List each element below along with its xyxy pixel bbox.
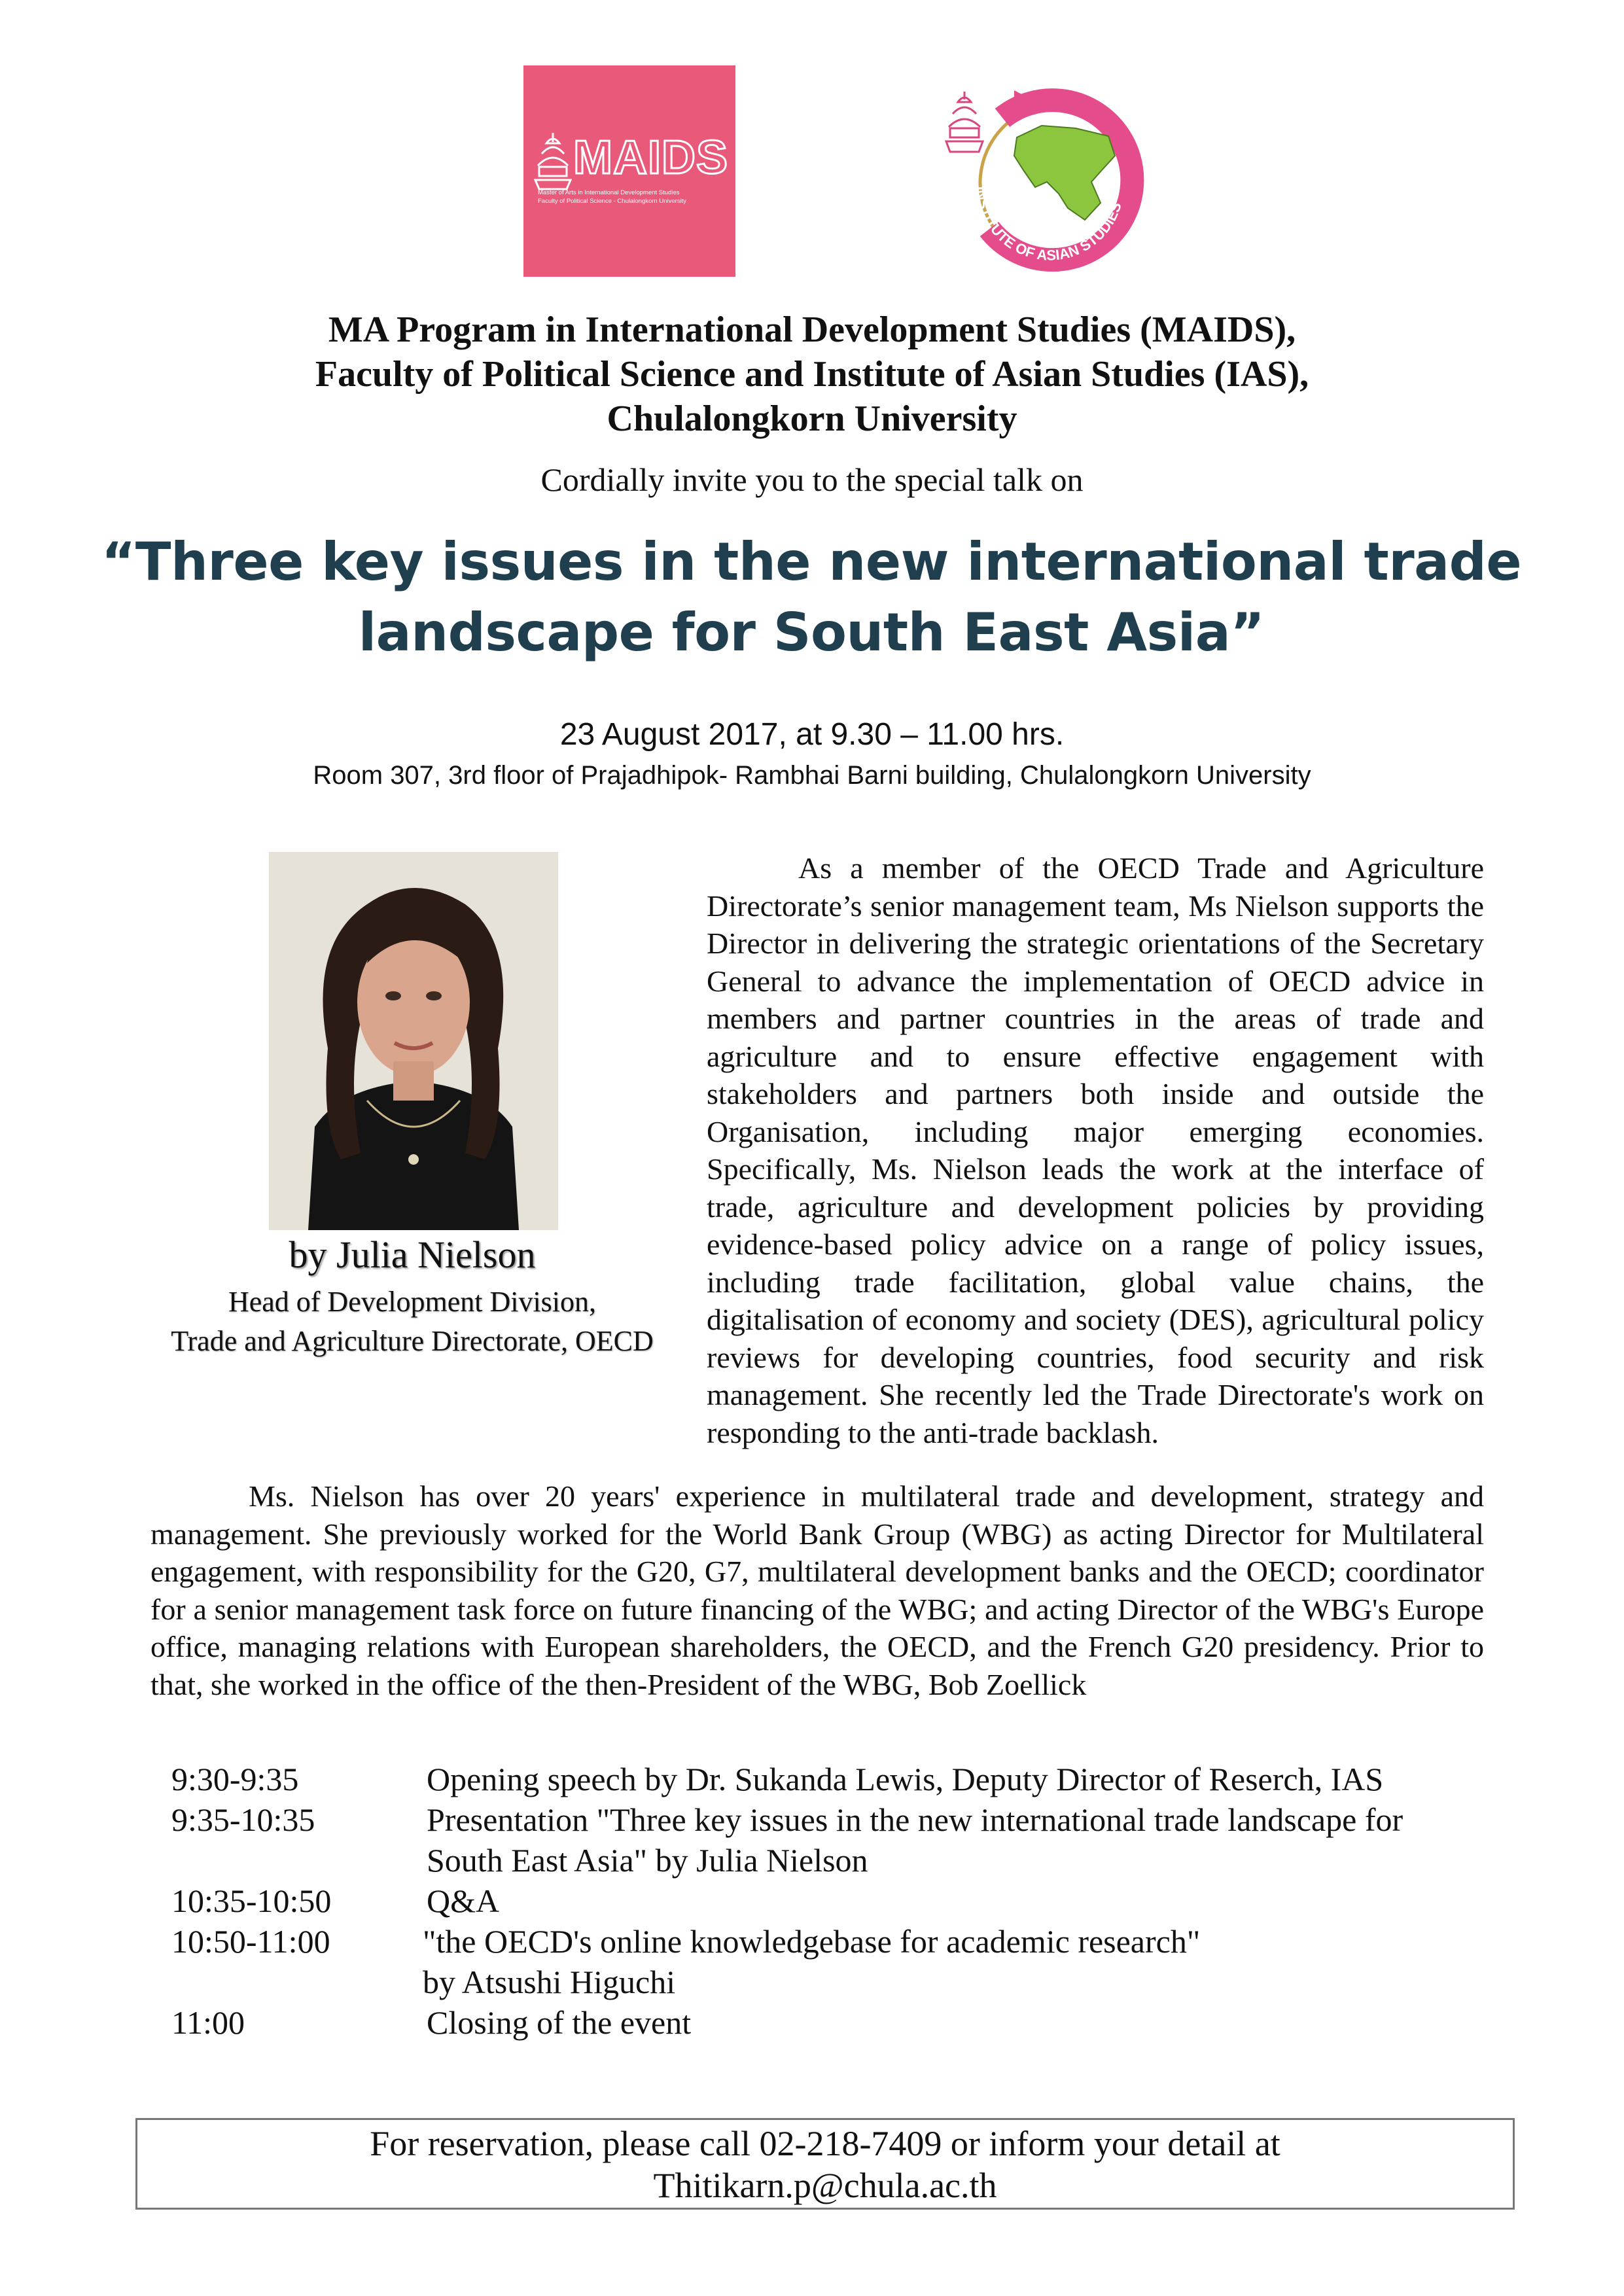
speaker-bio-paragraph-1: As a member of the OECD Trade and Agriculture Directorate’s senior management team, Ms Nielson supports the Director in delivering the strategic orientations of the Secretary General to advance the implementation of OECD advice in members and partner countries in the areas of trade and agriculture and to ensure effective engagement with stakeholders and partners both inside and outside the Organisation, including major emerging economies. Specifically, Ms. Nielson leads the work at the interface of trade, agriculture and development policies by providing evidence-based policy advice on a range of policy issues, including trade facilitation, global value chains, the digitalisation of economy and society (DES), agricultural policy reviews for developing countries, food security and risk management. She recently led the Trade Directorate's work on responding to the anti-trade backlash. <box>707 851 1484 1449</box>
maids-fine-print: Master of Arts in International Development Studies Faculty of Political Science - Chulalongkorn University <box>538 189 687 205</box>
schedule-description: Q&A <box>427 1882 500 1919</box>
schedule-description: "the OECD's online knowledgebase for academic research" by Atsushi Higuchi <box>423 1923 1201 2000</box>
speaker-name: by Julia Nielson <box>289 1233 536 1276</box>
schedule-description: Opening speech by Dr. Sukanda Lewis, Deputy Director of Reserch, IAS <box>427 1761 1384 1797</box>
ias-logo <box>937 65 1159 281</box>
ias-ring-text: INSTITUTE OF ASIAN STUDIES <box>972 186 1125 264</box>
event-schedule <box>171 1759 1519 2043</box>
speaker-photo <box>269 852 558 1230</box>
speaker-role <box>98 1282 726 1361</box>
schedule-row <box>171 1921 1519 2002</box>
schedule-time: 10:50-11:00 <box>171 1923 330 1960</box>
talk-title <box>98 527 1525 668</box>
schedule-row <box>171 1799 1519 1881</box>
schedule-description: Closing of the event <box>427 2004 692 2041</box>
maids-wordmark: MAIDS <box>573 132 728 184</box>
reservation-email[interactable]: Thitikarn.p@chula.ac.th <box>653 2166 997 2205</box>
talk-title-line-1: “Three key issues in the new international trade <box>101 531 1522 592</box>
invite-text: Cordially invite you to the special talk on <box>540 461 1084 498</box>
ias-emblem-icon <box>937 65 1159 281</box>
speaker-role-line-2: Trade and Agriculture Directorate, OECD <box>171 1325 654 1357</box>
schedule-time: 10:35-10:50 <box>171 1882 332 1919</box>
speaker-portrait-icon <box>269 852 558 1230</box>
organizer-line-2: Faculty of Political Science and Institute of Asian Studies (IAS), <box>315 354 1309 395</box>
schedule-time: 9:30-9:35 <box>171 1761 299 1797</box>
schedule-row <box>171 2002 1519 2043</box>
maids-logo <box>523 65 735 277</box>
reservation-box <box>135 2118 1515 2210</box>
schedule-row <box>171 1759 1519 1799</box>
talk-title-line-2: landscape for South East Asia” <box>358 602 1265 663</box>
schedule-row <box>171 1881 1519 1921</box>
reservation-line-1: For reservation, please call 02-218-7409 or inform your detail at <box>370 2124 1280 2163</box>
event-venue: Room 307, 3rd floor of Prajadhipok- Rambhai Barni building, Chulalongkorn University <box>313 761 1311 790</box>
schedule-time: 9:35-10:35 <box>171 1801 315 1838</box>
event-date: 23 August 2017, at 9.30 – 11.00 hrs. <box>559 717 1065 752</box>
schedule-time: 11:00 <box>171 2004 245 2041</box>
organizer-heading <box>0 308 1624 441</box>
speaker-bio-paragraph-2: Ms. Nielson has over 20 years' experience in multilateral trade and development, strategy and management. She previously worked for the World Bank Group (WBG) as acting Director for Multilateral engagement, with responsibility for the G20, G7, multilateral development banks and the OECD; coordinator for a senior management task force on future financing of the WBG; and acting Director of the WBG's Europe office, managing relations with European shareholders, the OECD, and the French G20 presidency. Prior to that, she worked in the office of the then-President of the WBG, Bob Zoellick <box>150 1479 1484 1701</box>
organizer-line-1: MA Program in International Development Studies (MAIDS), <box>328 309 1296 350</box>
schedule-description: Presentation "Three key issues in the new international trade landscape for South East Asia" by Julia Nielson <box>427 1801 1403 1879</box>
organizer-line-3: Chulalongkorn University <box>607 398 1017 439</box>
speaker-role-line-1: Head of Development Division, <box>228 1286 597 1318</box>
